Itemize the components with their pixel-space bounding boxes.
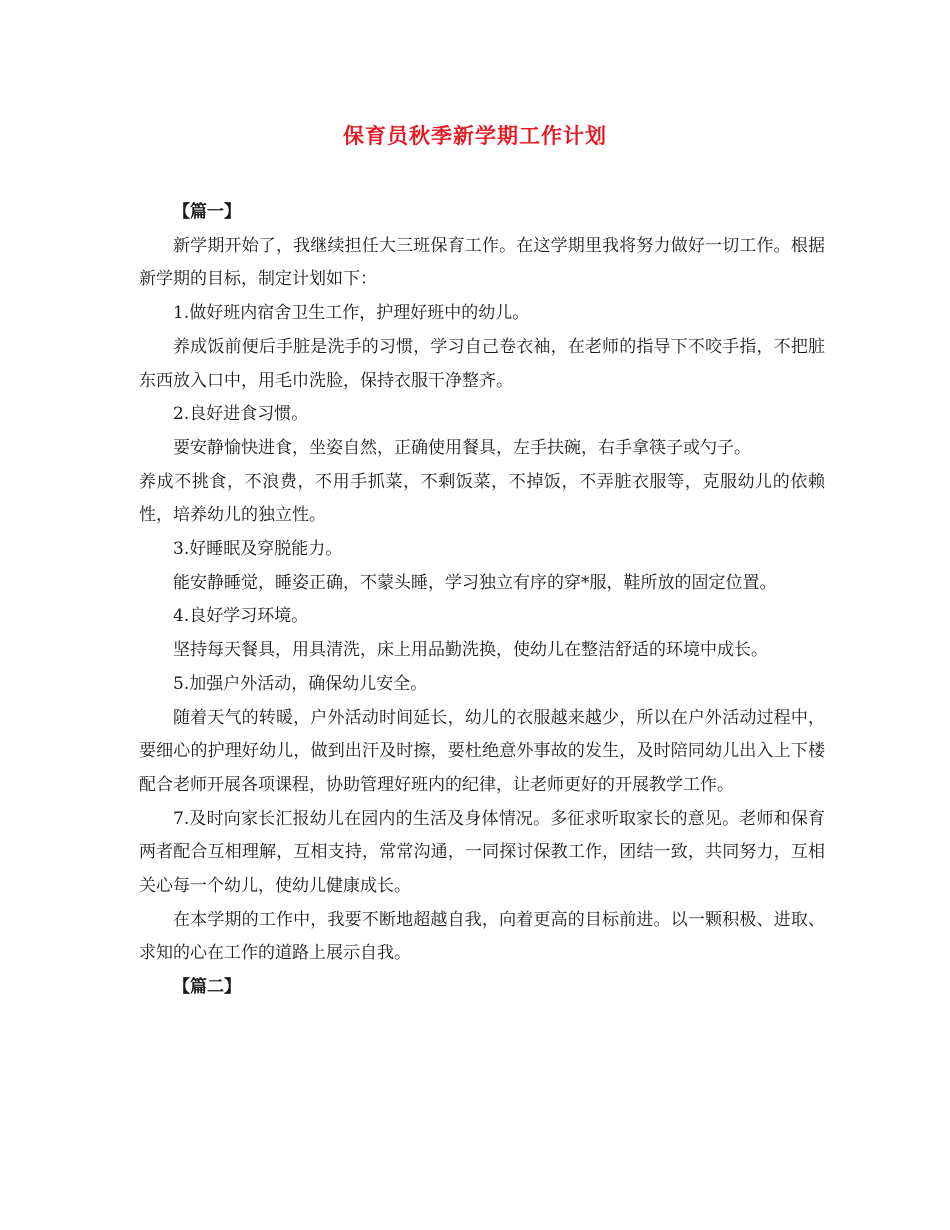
paragraph: 要安静愉快进食，坐姿自然，正确使用餐具，左手扶碗，右手拿筷子或勺子。 — [173, 437, 751, 458]
list-item-heading: 3.好睡眠及穿脱能力。 — [173, 539, 343, 560]
document-body — [139, 196, 825, 1005]
list-item-heading: 5.加强户外活动，确保幼儿安全。 — [173, 673, 428, 694]
paragraph: 能安静睡觉，睡姿正确，不蒙头睡，学习独立有序的穿*服，鞋所放的固定位置。 — [173, 572, 777, 593]
paragraph: 养成不挑食，不浪费，不用手抓菜，不剩饭菜，不掉饭，不弄脏衣服等，克服幼儿的依赖性，培养幼儿的独立性。 — [139, 471, 825, 526]
paragraph: 在本学期的工作中，我要不断地超越自我，向着更高的目标前进。以一颗积极、进取、求知的心在工作的道路上展示自我。 — [139, 909, 825, 964]
list-item-heading: 4.良好学习环境。 — [173, 606, 309, 627]
section-label-1: 【篇一】 — [173, 202, 241, 222]
page-title: 保育员秋季新学期工作计划 — [343, 123, 607, 148]
paragraph: 新学期开始了，我继续担任大三班保育工作。在这学期里我将努力做好一切工作。根据新学期的目标，制定计划如下： — [139, 235, 825, 290]
paragraph: 养成饭前便后手脏是洗手的习惯，学习自己卷衣袖，在老师的指导下不咬手指，不把脏东西放入口中，用毛巾洗脸，保持衣服干净整齐。 — [139, 336, 825, 391]
section-label-2: 【篇二】 — [173, 977, 241, 998]
paragraph: 坚持每天餐具，用具清洗，床上用品勤洗换，使幼儿在整洁舒适的环境中成长。 — [173, 640, 768, 661]
list-item-heading: 7.及时向家长汇报幼儿在园内的生活及身体情况。多征求听取家长的意见。老师和保育两者配合互相理解，互相支持，常常沟通，一同探讨保教工作，团结一致，共同努力，互相关心每一个幼儿，使幼儿健康成长。 — [139, 808, 825, 897]
list-item-heading: 2.良好进食习惯。 — [173, 404, 309, 425]
list-item-heading: 1.做好班内宿舍卫生工作，护理好班中的幼儿。 — [173, 303, 530, 324]
paragraph: 随着天气的转暖，户外活动时间延长，幼儿的衣服越来越少，所以在户外活动过程中，要细心的护理好幼儿，做到出汗及时擦，要杜绝意外事故的发生，及时陪同幼儿出入上下楼配合老师开展各项课程，协助管理好班内的纪律，让老师更好的开展教学工作。 — [139, 707, 825, 795]
